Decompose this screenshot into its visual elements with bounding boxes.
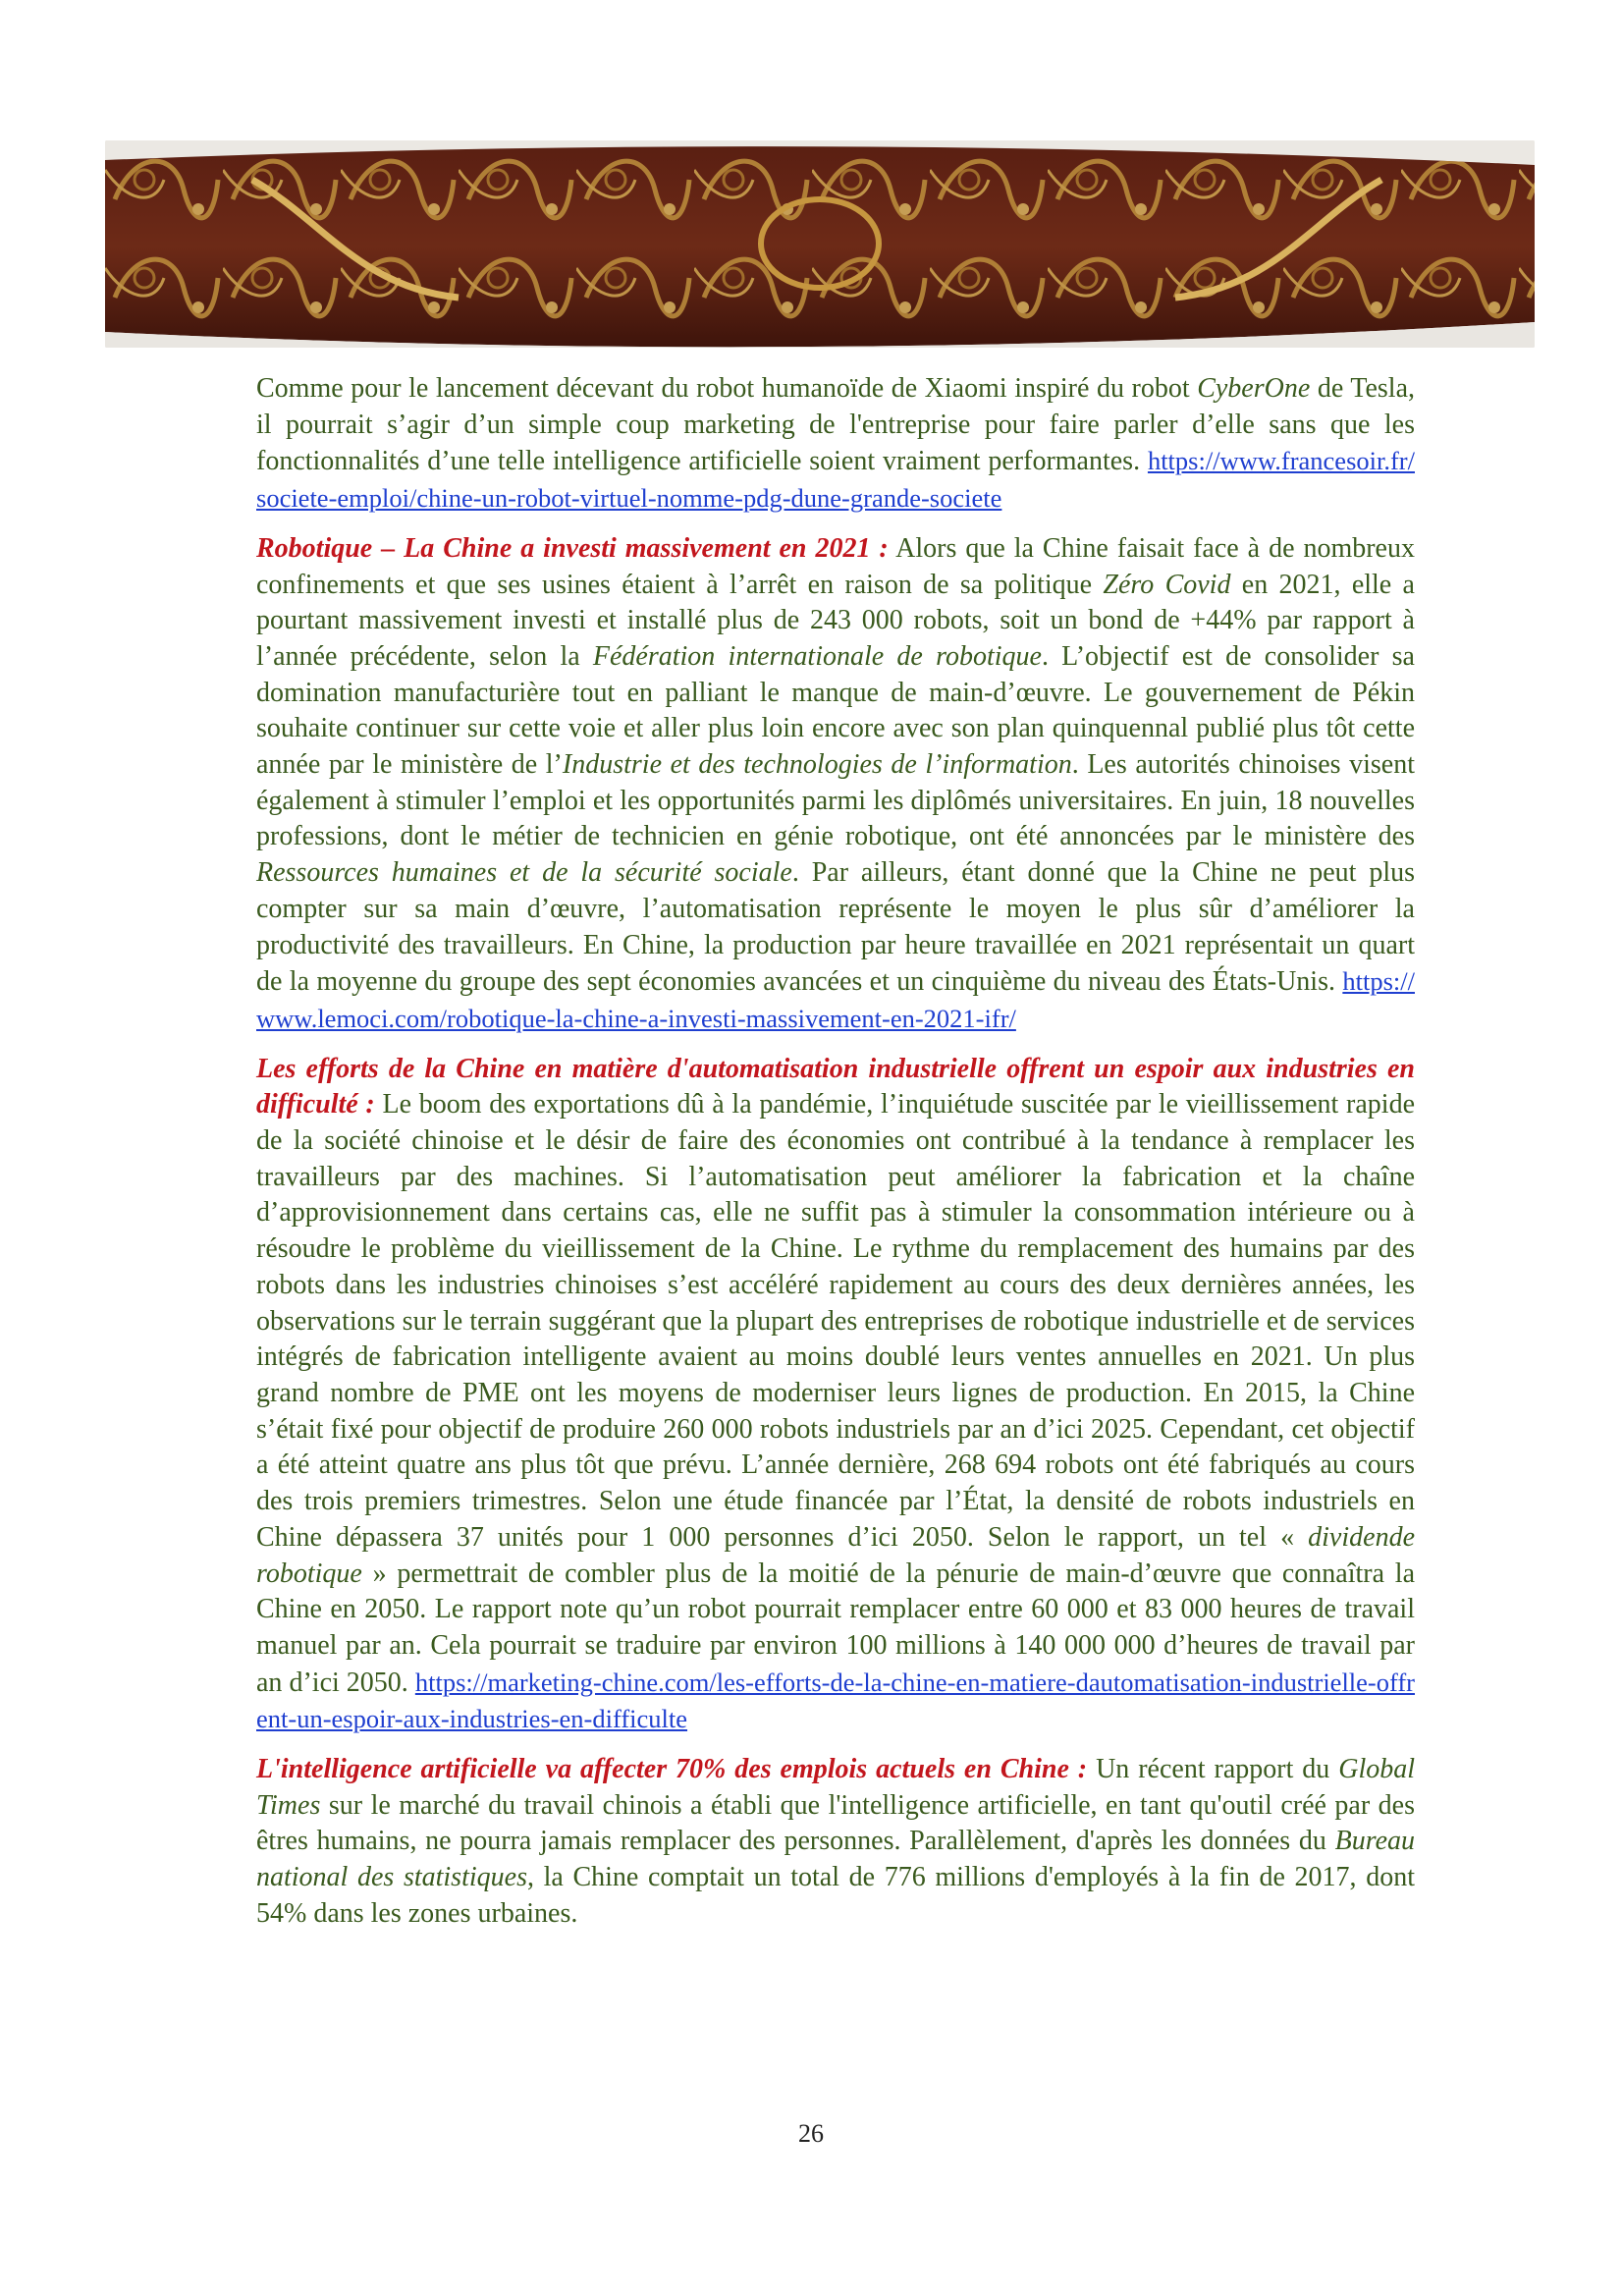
- page-number: 26: [798, 2119, 824, 2148]
- section-heading: Robotique – La Chine a investi massivement en 2021 :: [256, 532, 889, 564]
- body-text: sur le marché du travail chinois a établi que l'intelligence artificielle, en tant qu'outil créé par des êtres humains, ne pourra jamais remplacer des personnes. Parallèlement, d'après les données du: [256, 1789, 1415, 1857]
- italic-term: dividende robotique: [256, 1521, 1415, 1589]
- paragraph-xiaomi-robot: [256, 371, 1415, 518]
- italic-term: Global Times: [256, 1754, 1416, 1821]
- body-text: . Par ailleurs, étant donné que la Chine ne peut plus compter sur sa main d’œuvre, l’automatisation représente le moyen le plus sûr d’améliorer la productivité des travailleurs. En Chine, la production par heure travaillée en 2021 représentait un quart de la moyenne du groupe des sept économies avancées et un cinquième du niveau des États-Unis.: [256, 857, 1415, 998]
- paragraph-automatisation-industrielle: [256, 1052, 1415, 1738]
- body-text: de Tesla, il pourrait s’agir d’un simple coup marketing de l'entreprise pour faire parler d’elle sans que les fonctionnalités d’une telle intelligence artificielle soient vraiment performantes.: [256, 373, 1415, 477]
- italic-term: Industrie et des technologies de l’information: [562, 749, 1072, 781]
- source-link[interactable]: https://www.francesoir.fr/societe-emploi/chine-un-robot-virtuel-nomme-pdg-dune-grande-societe: [256, 446, 1415, 514]
- body-text: Le boom des exportations dû à la pandémie, l’inquiétude suscitée par le vieillissement rapide de la société chinoise et le désir de faire des économies ont contribué à la tendance à remplacer les travailleurs par des machines. Si l’automatisation peut améliorer la fabrication et la chaîne d’approvisionnement dans certains cas, elle ne suffit pas à stimuler la consommation intérieure ou à résoudre le problème du vieillissement de la Chine. Le rythme du remplacement des humains par des robots dans les industries chinoises s’est accéléré rapidement au cours des deux dernières années, les observations sur le terrain suggérant que la plupart des entreprises de robotique industrielle et de services intégrés de fabrication intelligente avaient au moins doublé leurs ventes annuelles en 2021. Un plus grand nombre de PME ont les moyens de moderniser leurs lignes de production. En 2015, la Chine s’était fixé pour objectif de produire 260 000 robots industriels par an d’ici 2025. Cependant, cet objectif a été atteint quatre ans plus tôt que prévu. L’année dernière, 268 694 robots ont été fabriqués au cours des trois premiers trimestres. Selon une étude financée par l’État, la densité de robots industriels en Chine dépassera 37 unités pour 1 000 personnes d’ici 2050. Selon le rapport, un tel «: [256, 1089, 1416, 1553]
- paragraph-robotique-2021: [256, 531, 1415, 1038]
- body-text: Un récent rapport du: [1087, 1754, 1339, 1785]
- body-text: en 2021, elle a pourtant massivement investi et installé plus de 243 000 robots, soit un bond de +44% par rapport à l’année précédente, selon la: [256, 569, 1415, 672]
- section-heading: L'intelligence artificielle va affecter 70% des emplois actuels en Chine :: [256, 1754, 1088, 1785]
- body-text: Comme pour le lancement décevant du robot humanoïde de Xiaomi inspiré du robot: [256, 373, 1198, 404]
- carved-wood-banner-image: [105, 140, 1535, 348]
- source-link[interactable]: https://marketing-chine.com/les-efforts-de-la-chine-en-matiere-dautomatisation-industrielle-offrent-un-espoir-aux-industries-en-difficulte: [256, 1667, 1415, 1734]
- body-text: . L’objectif est de consolider sa domination manufacturière tout en palliant le manque de main-d’œuvre. Le gouvernement de Pékin souhaite continuer sur cette voie et aller plus loin encore avec son plan quinquennal publié plus tôt cette année par le ministère de l’: [256, 640, 1415, 781]
- body-text: » permettrait de combler plus de la moitié de la pénurie de main-d’œuvre que connaîtra la Chine en 2050. Le rapport note qu’un robot pourrait remplacer entre 60 000 et 83 000 heures de travail manuel par an. Cela pourrait se traduire par environ 100 millions à 140 000 000 d’heures de travail par an d’ici 2050.: [256, 1558, 1415, 1698]
- body-text: Alors que la Chine faisait face à de nombreux confinements et que ses usines étaient à l’arrêt en raison de sa politique: [256, 532, 1415, 600]
- body-text: , la Chine comptait un total de 776 millions d'employés à la fin de 2017, dont 54% dans les zones urbaines.: [256, 1862, 1415, 1929]
- body-text: . Les autorités chinoises visent également à stimuler l’emploi et les opportunités parmi les diplômés universitaires. En juin, 18 nouvelles professions, dont le métier de technicien en génie robotique, ont été annoncées par le ministère des: [256, 749, 1416, 852]
- italic-term: Ressources humaines et de la sécurité sociale: [256, 857, 792, 889]
- italic-term: Fédération internationale de robotique: [592, 640, 1042, 672]
- section-heading: Les efforts de la Chine en matière d'automatisation industrielle offrent un espoir aux industries en difficulté :: [256, 1053, 1415, 1121]
- italic-term: CyberOne: [1197, 373, 1311, 404]
- source-link[interactable]: https://www.lemoci.com/robotique-la-chine-a-investi-massivement-en-2021-ifr/: [256, 966, 1415, 1033]
- italic-term: Zéro Covid: [1103, 569, 1231, 600]
- article-body: [256, 371, 1415, 1946]
- italic-term: Bureau national des statistiques: [256, 1826, 1415, 1893]
- paragraph-intelligence-artificielle-emplois: [256, 1752, 1415, 1933]
